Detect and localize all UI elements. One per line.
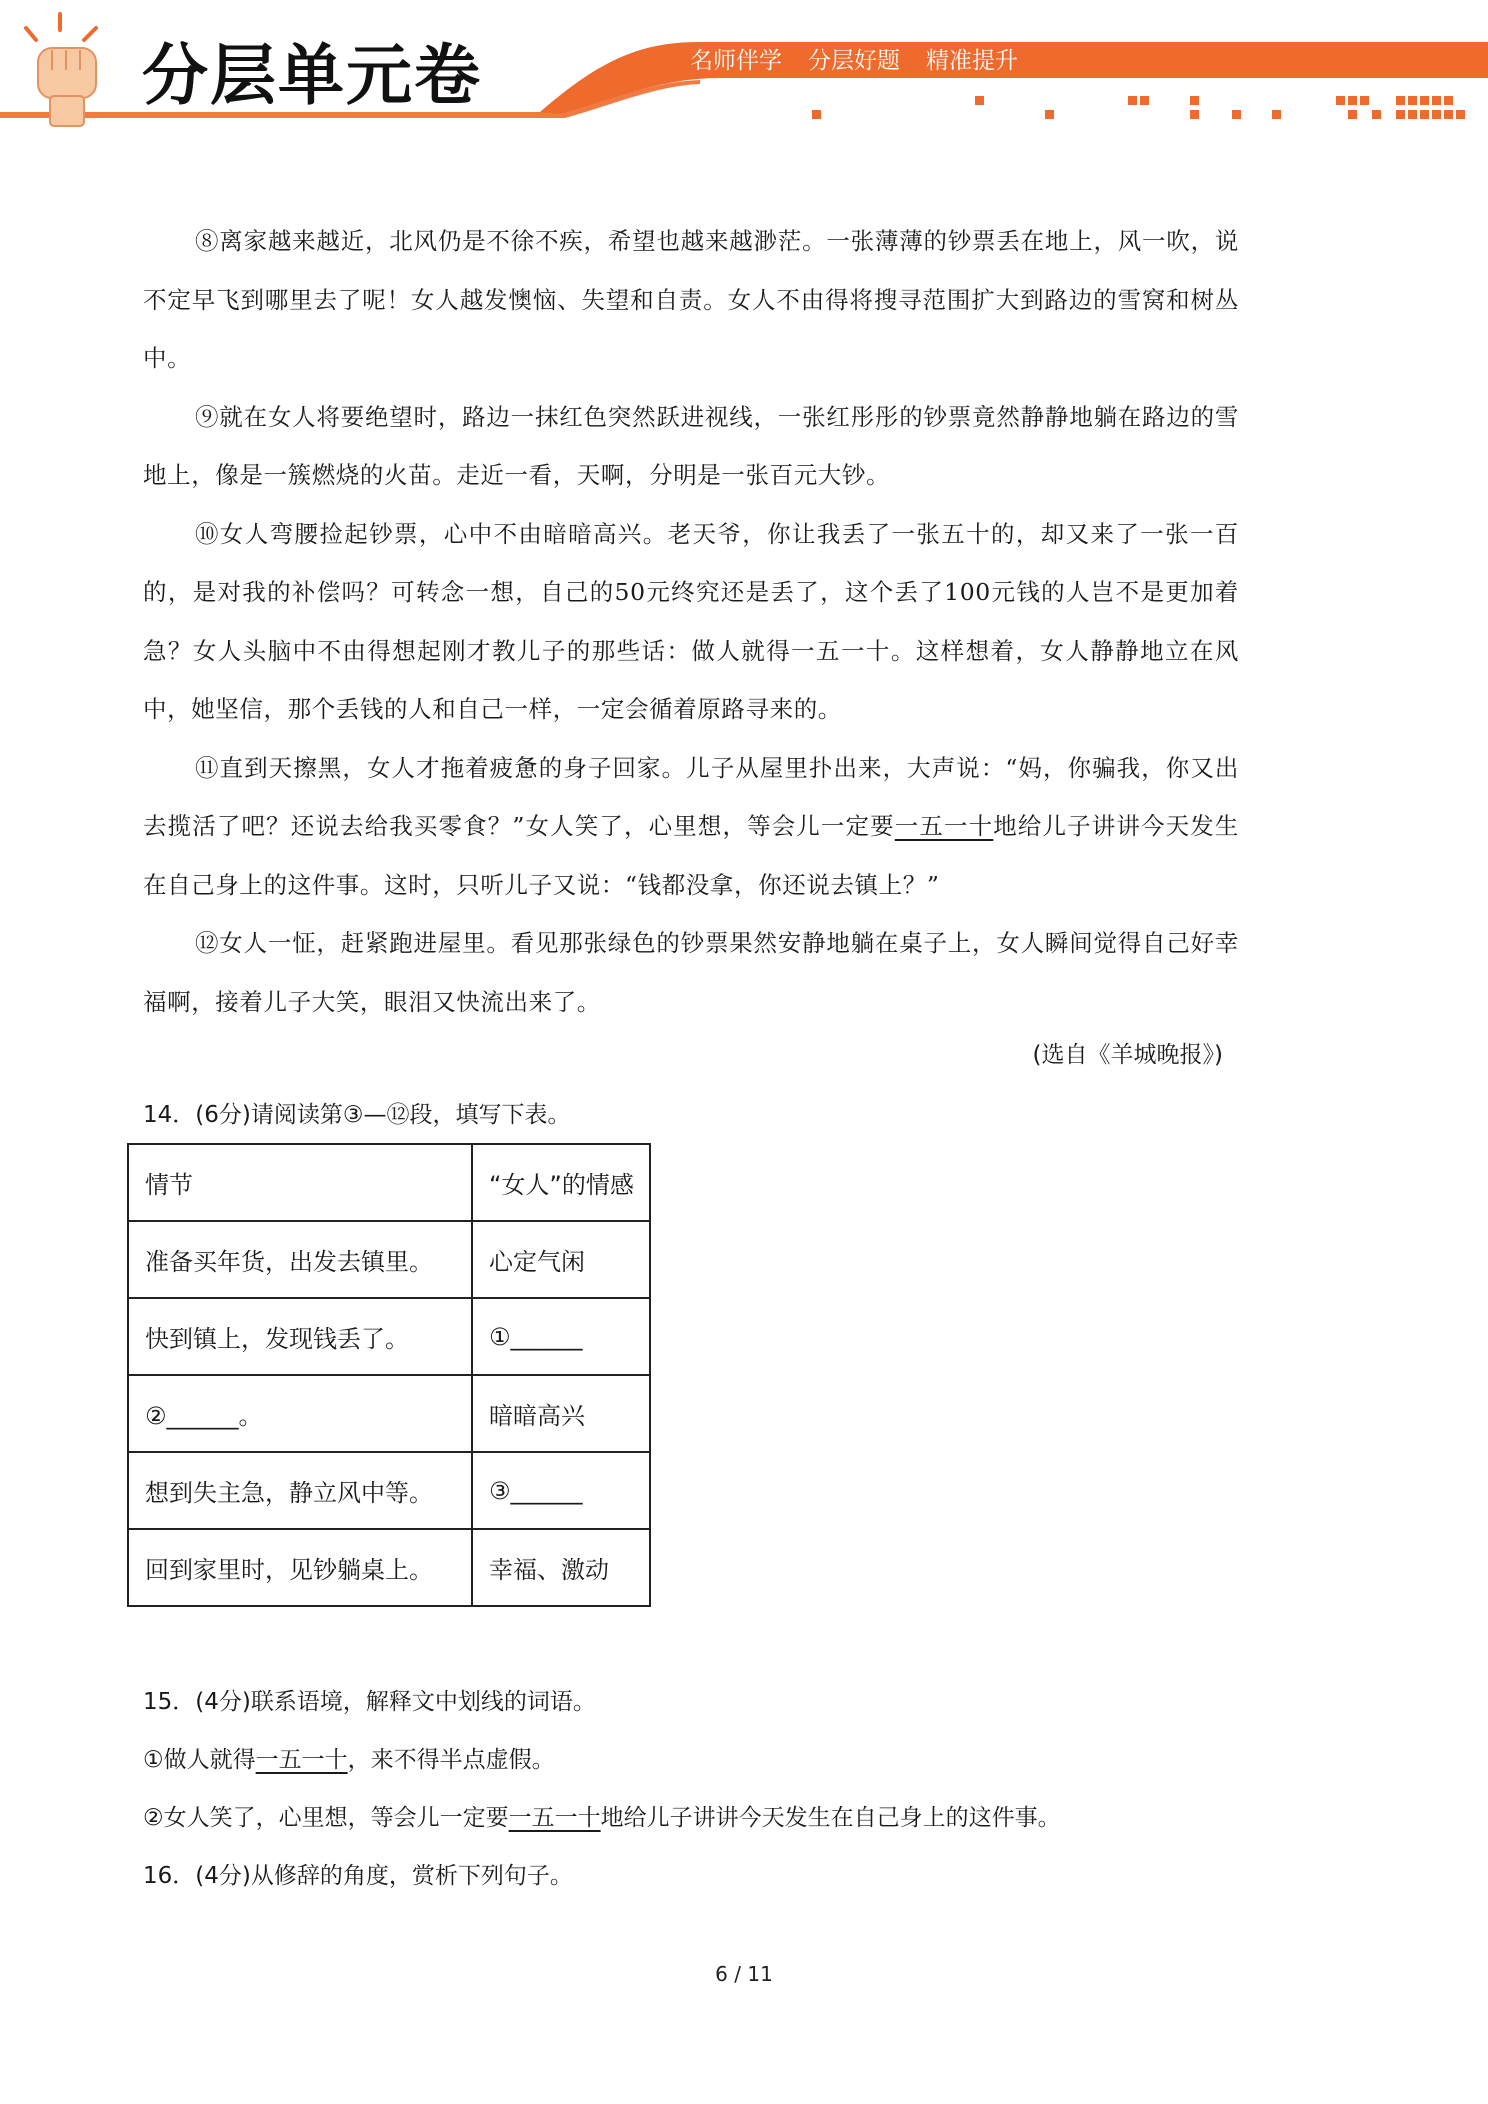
- answer-blank-1[interactable]: ①______: [472, 1298, 650, 1375]
- table-cell: 回到家里时，见钞躺桌上。: [128, 1529, 472, 1606]
- table-row: [128, 1529, 650, 1606]
- paragraph-11-text-b: 地给儿子讲讲今天发生在自己身上的这件事。这时，只听儿子又说：“钱都没拿，你还说去镇上？”: [143, 812, 1239, 899]
- table-cell: 快到镇上，发现钱丢了。: [128, 1298, 472, 1375]
- slogan-3: 精准提升: [926, 48, 1018, 74]
- underlined-phrase: 一五一十: [255, 1747, 348, 1773]
- table-header-cell: “女人”的情感: [472, 1144, 650, 1221]
- page-header: [0, 0, 1488, 140]
- paragraph-9: ⑨就在女人将要绝望时，路边一抹红色突然跃进视线，一张红彤彤的钞票竟然静静地躺在路边的雪地上，像是一簇燃烧的火苗。走近一看，天啊，分明是一张百元大钞。: [143, 402, 1239, 489]
- story-passage: [143, 212, 1239, 1031]
- answer-blank-2[interactable]: ②______。: [128, 1375, 472, 1452]
- underlined-phrase: 一五一十: [508, 1805, 601, 1831]
- paragraph-8: ⑧离家越来越近，北风仍是不徐不疾，希望也越来越渺茫。一张薄薄的钞票丢在地上，风一吹，说不定早飞到哪里去了呢！女人越发懊恼、失望和自责。女人不由得将搜寻范围扩大到路边的雪窝和树丛中。: [143, 227, 1239, 372]
- page-number: 6 / 11: [715, 1962, 773, 1986]
- item-text: ，来不得半点虚假。: [347, 1747, 555, 1773]
- item-text: 地给儿子讲讲今天发生在自己身上的这件事。: [600, 1805, 1061, 1831]
- table-cell: 幸福、激动: [472, 1529, 650, 1606]
- slogan-2: 分层好题: [808, 48, 900, 74]
- table-header-row: [128, 1144, 650, 1221]
- paragraph-11-text-a: ⑪直到天擦黑，女人才拖着疲惫的身子回家。儿子从屋里扑出来，大声说：“妈，你骗我，你又出去揽活了吧？还说去给我买零食？”女人笑了，心里想，等会儿一定要: [143, 753, 1239, 840]
- paragraph-11: [143, 739, 1239, 915]
- question-14-prompt: 14．(6分)请阅读第③—⑫段，填写下表。: [143, 1102, 571, 1128]
- table-row: [128, 1452, 650, 1529]
- item-text: ②女人笑了，心里想，等会儿一定要: [143, 1805, 509, 1831]
- underlined-phrase: 一五一十: [894, 812, 994, 840]
- question-15-prompt: 15．(4分)联系语境，解释文中划线的词语。: [143, 1689, 596, 1715]
- answer-blank-3[interactable]: ③______: [472, 1452, 650, 1529]
- paragraph-12: ⑫女人一怔，赶紧跑进屋里。看见那张绿色的钞票果然安静地躺在桌子上，女人瞬间觉得自己好幸福啊，接着儿子大笑，眼泪又快流出来了。: [143, 929, 1239, 1016]
- brand-title: 分层单元卷: [142, 37, 482, 114]
- slogan-1: 名师伴学: [690, 48, 782, 74]
- slogan-bar: [690, 42, 1018, 75]
- item-text: ①做人就得: [143, 1747, 256, 1773]
- table-cell: 想到失主急，静立风中等。: [128, 1452, 472, 1529]
- question-16-prompt: 16．(4分)从修辞的角度，赏析下列句子。: [143, 1863, 573, 1889]
- table-row: [128, 1221, 650, 1298]
- table-header-cell: 情节: [128, 1144, 472, 1221]
- question-15-item-2: [143, 1799, 1061, 1832]
- table-cell: 心定气闲: [472, 1221, 650, 1298]
- fist-icon: [26, 14, 96, 126]
- table-row: [128, 1298, 650, 1375]
- table-row: [128, 1375, 650, 1452]
- source-citation: (选自《羊城晚报》): [1032, 1042, 1223, 1068]
- table-cell: 暗暗高兴: [472, 1375, 650, 1452]
- paragraph-10: ⑩女人弯腰捡起钞票，心中不由暗暗高兴。老天爷，你让我丢了一张五十的，却又来了一张一百的，是对我的补偿吗？可转念一想，自己的50元终究还是丢了，这个丢了100元钱的人岂不是更加着急？女人头脑中不由得想起刚才教儿子的那些话：做人就得一五一十。这样想着，女人静静地立在风中，她坚信，那个丢钱的人和自己一样，一定会循着原路寻来的。: [143, 519, 1239, 723]
- plot-emotion-table: [127, 1143, 651, 1607]
- table-cell: 准备买年货，出发去镇里。: [128, 1221, 472, 1298]
- question-15-item-1: [143, 1741, 555, 1774]
